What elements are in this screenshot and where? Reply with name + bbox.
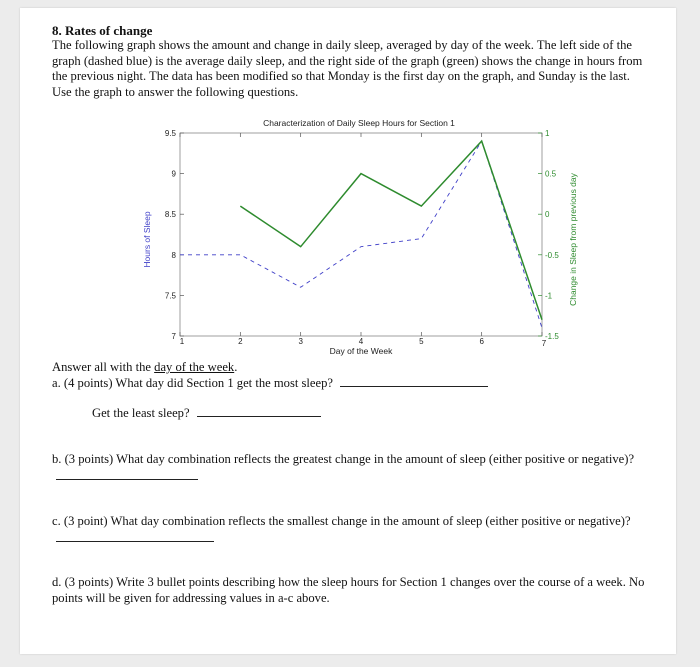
- answer-a-least-blank[interactable]: [197, 405, 321, 417]
- x-tick-label: 7: [541, 339, 547, 348]
- question-c-text: c. (3 point) What day combination reflects the smallest change in the amount of sleep (either positive or negative)?: [52, 514, 631, 528]
- plot-frame: [180, 133, 542, 336]
- x-tick-label: 5: [419, 337, 424, 346]
- y-left-tick-label: 9.5: [164, 129, 176, 138]
- sleep-chart: [135, 113, 585, 363]
- question-c: [52, 514, 637, 546]
- y-right-tick-label: 1: [545, 129, 550, 138]
- chart-canvas: [135, 113, 585, 363]
- answer-instructions-prefix: Answer all with the: [52, 360, 155, 374]
- question-d: [52, 575, 652, 606]
- question-a-most-text: a. (4 points) What day did Section 1 get the most sleep?: [52, 376, 333, 390]
- question-a-most: [52, 375, 488, 392]
- x-axis-label: Day of the Week: [329, 346, 393, 356]
- y-right-tick-label: -1.5: [545, 332, 559, 341]
- question-title: 8. Rates of change: [52, 23, 153, 38]
- question-intro: The following graph shows the amount and change in daily sleep, averaged by day of the week. The left side of the graph (dashed blue) is the average daily sleep, and the right side of the graph (green) shows the change in hours from the previous night. The data has been modified so that Monday is the first day on the graph, and Sunday is the last. Use the graph to answer the following questions.: [52, 38, 643, 99]
- x-tick-label: 4: [358, 337, 364, 346]
- answer-a-most-blank[interactable]: [340, 375, 488, 387]
- question-d-text: d. (3 points) Write 3 bullet points describing how the sleep hours for Section 1 changes over the course of a week. No points will be given for addressing values in a-c above.: [52, 575, 645, 605]
- y-left-axis-label: Hours of Sleep: [142, 211, 152, 268]
- y-left-tick-label: 7.5: [164, 291, 176, 301]
- answer-b-blank[interactable]: [56, 468, 198, 480]
- answer-instructions-suffix: .: [234, 360, 238, 374]
- y-right-axis-label: Change in Sleep from previous day: [568, 173, 578, 306]
- y-right-tick-label: -1: [545, 291, 553, 301]
- question-b: [52, 452, 637, 484]
- y-left-tick-label: 8: [171, 250, 176, 260]
- chart-title: Characterization of Daily Sleep Hours for Section 1: [263, 118, 455, 128]
- y-left-tick-label: 8.5: [164, 210, 176, 220]
- answer-c-blank[interactable]: [56, 530, 214, 542]
- y-right-tick-label: 0: [545, 210, 550, 220]
- y-right-tick-label: 0.5: [545, 169, 557, 179]
- x-tick-label: 3: [298, 337, 303, 346]
- y-right-tick-label: -0.5: [545, 250, 559, 260]
- x-tick-label: 1: [179, 337, 185, 346]
- question-b-text: b. (3 points) What day combination reflects the greatest change in the amount of sleep (either positive or negative)?: [52, 452, 635, 466]
- answer-instructions: [52, 360, 652, 376]
- question-a-least: [92, 405, 321, 422]
- x-tick-label: 2: [238, 337, 243, 346]
- x-tick-label: 6: [479, 337, 484, 346]
- answer-instructions-underlined: day of the week: [154, 360, 235, 374]
- y-left-tick-label: 7: [171, 332, 176, 341]
- y-left-tick-label: 9: [171, 169, 176, 179]
- question-a-least-text: Get the least sleep?: [92, 406, 190, 420]
